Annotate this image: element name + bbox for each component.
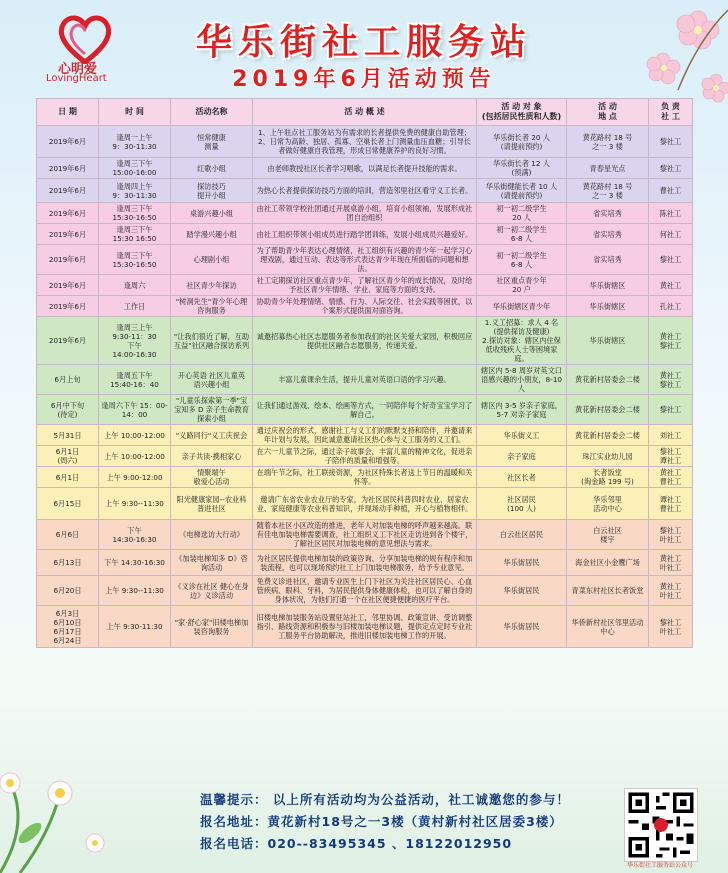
activity-name-cell: "让我们很近了解，互助互益"社区融合探访系列 (171, 317, 253, 365)
target-cell: 华乐街居民 (477, 550, 567, 576)
description-cell: 由社工组织带领小组成员进行踏学团训练，发展小组成员兴趣爱好。 (253, 224, 477, 245)
qr-code-label: 华乐街社工服务站公众号 (626, 862, 693, 869)
target-cell: 社区居民 (100 人) (477, 488, 567, 520)
location-cell: 长者饭堂 (淘金路 199 号) (567, 467, 649, 488)
location-cell: 珠江实业幼儿园 (567, 446, 649, 467)
activity-name-cell: "家·舒心家"旧楼电梯加装咨询服务 (171, 606, 253, 648)
description-cell: 为了帮助青少年表达心理情绪，社工组织有兴趣的青少年一起学习心理戏剧，通过互动、表达等形式表达青少年现在所面临的问题和想法。 (253, 245, 477, 275)
description-cell: 让我们通过游戏、绘本、绘画等方式，一同陪伴每个好奇宝宝学习了解自己。 (253, 395, 477, 425)
time-cell: 逢周三下午 15:00-16:00 (99, 158, 171, 179)
staff-cell: 黄社工 (649, 275, 693, 296)
activity-name-cell: "义路同行"义工庆祝会 (171, 425, 253, 446)
description-cell: 为热心长者提供探访技巧方面的培训，营造邻里社区看守义工长者。 (253, 179, 477, 203)
footer-notice: 温馨提示： 以上所有活动均为公益活动，社工诚邀您的参与！ (200, 792, 570, 807)
time-cell: 逢周三下午 15:30-16:50 (99, 245, 171, 275)
staff-cell: 黎社工 叶社工 (649, 606, 693, 648)
table-row (37, 317, 693, 365)
location-cell: 海金社区小金鹰广场 (567, 550, 649, 576)
location-cell: 省实培秀 (567, 224, 649, 245)
activity-name-cell: 红歌小组 (171, 158, 253, 179)
staff-cell: 黄社工 黎社工 (649, 317, 693, 365)
target-cell: 初一初二级学生 6-8 人 (477, 245, 567, 275)
description-cell: 免费义诊进社区，邀请专业医生上门下社区为关注社区居民心、心血管疾病、眼科、牙科，为居民提供身体健康体检，也可以了解自身的身体状况，为他们打通一个在社区便捷便捷的医疗平台。 (253, 576, 477, 606)
date-cell: 6月15日 (37, 488, 99, 520)
staff-cell: 何社工 (649, 224, 693, 245)
activity-name-cell: 社区青少年探访 (171, 275, 253, 296)
location-cell: 华侨新村社区邻里活动中心 (567, 606, 649, 648)
page-title: 华乐街社工服务站 (195, 22, 532, 63)
staff-cell: 黎社工 (649, 126, 693, 158)
table-row (37, 203, 693, 224)
time-cell: 上午 9:30--11:30 (99, 576, 171, 606)
description-cell: 由老师教授社区长者学习唱歌，以满足长者提升技能的需求。 (253, 158, 477, 179)
target-cell: 华乐街居民 (477, 576, 567, 606)
table-row (37, 520, 693, 550)
description-cell: 诚邀招募热心社区志愿服务者参加我们的社区关爱大家园，积极回应提供社区融合志愿服务，传递关爱。 (253, 317, 477, 365)
location-cell: 华乐街辖区 (567, 296, 649, 317)
time-cell: 上午 9:00-12:00 (99, 467, 171, 488)
location-cell: 黄花路村 18 号 之一 3 楼 (567, 126, 649, 158)
staff-cell: 黄社工 叶社工 (649, 550, 693, 576)
column-header: 负 责 社 工 (649, 99, 693, 126)
date-cell: 6月13日 (37, 550, 99, 576)
staff-cell: 黄社工 叶社工 (649, 576, 693, 606)
date-cell: 6月1日 (37, 467, 99, 488)
date-cell: 6月1日 (周六) (37, 446, 99, 467)
table-row (37, 126, 693, 158)
time-cell: 逢周五下午 15:40-16：40 (99, 365, 171, 395)
activity-name-cell: "儿童乐探索第一季"宝宝知多 D 亲子生命教育探索小组 (171, 395, 253, 425)
description-cell: 在端午节之际，社工联接资源，为社区特殊长者送上节日的温暖和关怀等。 (253, 467, 477, 488)
activity-name-cell: 开心英语 社区儿童英 语兴趣小组 (171, 365, 253, 395)
target-cell: 社区重点青少年 20 户 (477, 275, 567, 296)
footer-phone: 报名电话：020--83495345 、18122012950 (200, 836, 513, 851)
table-row (37, 606, 693, 648)
time-cell: 上午 9:30--11:30 (99, 488, 171, 520)
location-cell: 省实培秀 (567, 203, 649, 224)
time-cell: 逢周一上午 9：30-11:30 (99, 126, 171, 158)
staff-cell: 黎社工 叶社工 (649, 520, 693, 550)
target-cell: 华乐街长者 20 人 (请提前预约) (477, 126, 567, 158)
location-cell: 华乐街辖区 (567, 275, 649, 296)
logo-name-cn: 心明爱 (58, 62, 98, 77)
target-cell: 华乐街健能长者 10 人 (请提前预约) (477, 179, 567, 203)
table-row (37, 245, 693, 275)
location-cell: 青春星光点 (567, 158, 649, 179)
target-cell: 辖区内 5-8 周岁对英文口语感兴趣的小朋友，8-10 人 (477, 365, 567, 395)
time-cell: 逢周六 (99, 275, 171, 296)
staff-cell: 孔社工 (649, 296, 693, 317)
column-header: 活 动 地 点 (567, 99, 649, 126)
table-header-row (37, 99, 693, 126)
activity-name-cell: 探访技巧 提升小组 (171, 179, 253, 203)
time-cell: 下午 14:30-16:30 (99, 520, 171, 550)
flower-decoration (0, 763, 150, 873)
activity-name-cell: "树洞先生"青少年心理 咨询服务 (171, 296, 253, 317)
date-cell: 2019年6月 (37, 245, 99, 275)
table-row (37, 296, 693, 317)
date-cell: 2019年6月 (37, 126, 99, 158)
target-cell: 社区长者 (477, 467, 567, 488)
column-header: 时 间 (99, 99, 171, 126)
activity-name-cell: 亲子共读·携相家心 (171, 446, 253, 467)
staff-cell: 刘社工 (649, 425, 693, 446)
staff-cell: 黎社工 (649, 395, 693, 425)
target-cell: 初一初二级学生 20 人 (477, 203, 567, 224)
time-cell: 逢周三上午 9:30-11：30 下午 14:00-16:30 (99, 317, 171, 365)
time-cell: 上午 10:00-12:00 (99, 425, 171, 446)
location-cell: 华乐街辖区 (567, 317, 649, 365)
activity-name-cell: 情聚端午 敬爱心活动 (171, 467, 253, 488)
location-cell: 黄花路村 18 号 之一 3 楼 (567, 179, 649, 203)
schedule-table (36, 98, 693, 648)
target-cell: 1.义工招募：求人 4 名 (提供探访及健康) 2.探访对象：辖区内住保低收残疾人士等困境家庭。 (477, 317, 567, 365)
date-cell: 5月31日 (37, 425, 99, 446)
target-cell: 亲子家庭 (477, 446, 567, 467)
date-cell: 6月中下旬 (待定) (37, 395, 99, 425)
time-cell: 逢周四上午 9：30-11:30 (99, 179, 171, 203)
date-cell: 2019年6月 (37, 224, 99, 245)
table-row (37, 488, 693, 520)
table-body (37, 126, 693, 648)
description-cell: 丰富儿童课余生活，提升儿童对英语口语的学习兴趣。 (253, 365, 477, 395)
staff-cell: 黎社工 谭社工 (649, 446, 693, 467)
target-cell: 初一初二级学生 6-8 人 (477, 224, 567, 245)
description-cell: 随着本社区小区改造的推进，老年人对加装电梯的呼声越来越高。联有佳电加装电梯需要调查，社工组织义工下社区走访进到各个楼宇，了解社区居民对加装电梯的意见想法与需求。 (253, 520, 477, 550)
description-cell: 社工定期探访社区重点青少年，了解社区青少年的成长情况，及时给予社区青少年情绪、学业、家庭等方面的支持。 (253, 275, 477, 296)
table-row (37, 467, 693, 488)
date-cell: 6月20日 (37, 576, 99, 606)
activity-name-cell: 《义诊在社区 健心在身边》义诊活动 (171, 576, 253, 606)
date-cell: 2019年6月 (37, 296, 99, 317)
date-cell: 2019年6月 (37, 203, 99, 224)
activity-name-cell: 阳光健康家园--农业科普进社区 (171, 488, 253, 520)
location-cell: 青菜东村社区长者饭堂 (567, 576, 649, 606)
activity-name-cell: 《加装电梯知多 D》咨询活动 (171, 550, 253, 576)
description-cell: 旧楼电梯加装服务站设置驻站社工，邻里协调、政策宣讲、受访调整指引、路线资源和积极参与旧楼加装电梯议题，提供定点定时专业社工服务平台协助解决，推进旧楼加装电梯工作的开展。 (253, 606, 477, 648)
target-cell: 华乐街居民 (477, 606, 567, 648)
logo-name-en: LovingHeart (46, 73, 107, 84)
location-cell: 黄花新村居委会二楼 (567, 425, 649, 446)
date-cell: 2019年6月 (37, 275, 99, 296)
page-subtitle: 2019年6月活动预告 (232, 67, 496, 92)
time-cell: 上午 9:30-11:30 (99, 606, 171, 648)
staff-cell: 陈社工 (649, 203, 693, 224)
staff-cell: 谭社工 曹社工 (649, 488, 693, 520)
staff-cell: 黄社工 黎社工 (649, 365, 693, 395)
staff-cell: 黎社工 (649, 245, 693, 275)
target-cell: 华乐街辖区青少年 (477, 296, 567, 317)
table-row (37, 576, 693, 606)
description-cell: 为社区居民提供电梯加装的政策咨询、分享加装电梯的规有程序和加装流程，也可以现场预约社工上门加装电梯服务，给予专业意见。 (253, 550, 477, 576)
description-cell: 协助青少年处理情绪、情感、行为、人际交往、社会实践等困扰，以个案形式提供面对面咨询。 (253, 296, 477, 317)
time-cell: 工作日 (99, 296, 171, 317)
description-cell: 1、上午驻点社工服务站为有需求的长者提供免费的健康自助管理； 2、日常为高龄、独居、孤寡、空巢长者上门测量血压血糖；引导长者做好健康自我管理，形成日常健康养护的良好习惯。 (253, 126, 477, 158)
staff-cell: 黎社工 (649, 158, 693, 179)
description-cell: 由社工带领学校社团通过开展桌游小组，培育小组领袖，发展形成社团自治组织 (253, 203, 477, 224)
staff-cell: 曹社工 (649, 179, 693, 203)
table-row (37, 224, 693, 245)
table-row (37, 425, 693, 446)
date-cell: 6月3日 6月10日 6月17日 6月24日 (37, 606, 99, 648)
column-header: 日 期 (37, 99, 99, 126)
table-row (37, 158, 693, 179)
column-header: 活 动 概 述 (253, 99, 477, 126)
time-cell: 上午 10:00-12:00 (99, 446, 171, 467)
location-cell: 华乐邻里 活动中心 (567, 488, 649, 520)
footer (200, 790, 620, 856)
time-cell: 逢周六下午 15：00-14：00 (99, 395, 171, 425)
description-cell: 通过庆祝会的形式，感谢社工与义工们的默默支持和陪伴，并邀请来年计划与发展，因此诚意邀请社区热心参与义工服务的义工们。 (253, 425, 477, 446)
target-cell: 华乐街长者 12 人 (预满) (477, 158, 567, 179)
table-row (37, 275, 693, 296)
table-row (37, 395, 693, 425)
table-row (37, 446, 693, 467)
location-cell: 黄花新村居委会二楼 (567, 365, 649, 395)
activity-name-cell: 踏学漫兴趣小组 (171, 224, 253, 245)
location-cell: 白云社区 楼宇 (567, 520, 649, 550)
activity-name-cell: 恒常健康 测量 (171, 126, 253, 158)
column-header: 活 动 对 象 (包括居民性质和人数) (477, 99, 567, 126)
date-cell: 6月上旬 (37, 365, 99, 395)
date-cell: 6月6日 (37, 520, 99, 550)
qr-code-icon (624, 788, 698, 862)
table-row (37, 550, 693, 576)
footer-address: 报名地址：黄花新村18号之一3楼（黄村新村社区居委3楼） (200, 814, 563, 829)
table-row (37, 365, 693, 395)
activity-name-cell: 《电梯选访大行动》 (171, 520, 253, 550)
activity-name-cell: 心理剧小组 (171, 245, 253, 275)
target-cell: 华乐街义工 (477, 425, 567, 446)
time-cell: 下午 14:30-16:30 (99, 550, 171, 576)
time-cell: 逢周三下午 15:30-16:50 (99, 203, 171, 224)
target-cell: 辖区内 3-5 岁亲子家庭，5-7 对亲子家庭 (477, 395, 567, 425)
location-cell: 省实培秀 (567, 245, 649, 275)
description-cell: 邀请广东省农业农业厅的专家，为社区居民科普四时农业、居家农业、家庭健康等农业科普知识，并现场动手种植，开心与植物相伴。 (253, 488, 477, 520)
target-cell: 白云社区居民 (477, 520, 567, 550)
activity-name-cell: 桌游兴趣小组 (171, 203, 253, 224)
time-cell: 逢周三下午 15:30 16:50 (99, 224, 171, 245)
column-header: 活动名称 (171, 99, 253, 126)
date-cell: 2019年6月 (37, 158, 99, 179)
description-cell: 在六一儿童节之际，通过亲子故事会，丰富儿童的精神文化，促进亲子陪伴的质量和增强等。 (253, 446, 477, 467)
date-cell: 2019年6月 (37, 317, 99, 365)
staff-cell: 黄社工 曹社工 (649, 467, 693, 488)
location-cell: 黄花新村居委会二楼 (567, 395, 649, 425)
table-row (37, 179, 693, 203)
date-cell: 2019年6月 (37, 179, 99, 203)
